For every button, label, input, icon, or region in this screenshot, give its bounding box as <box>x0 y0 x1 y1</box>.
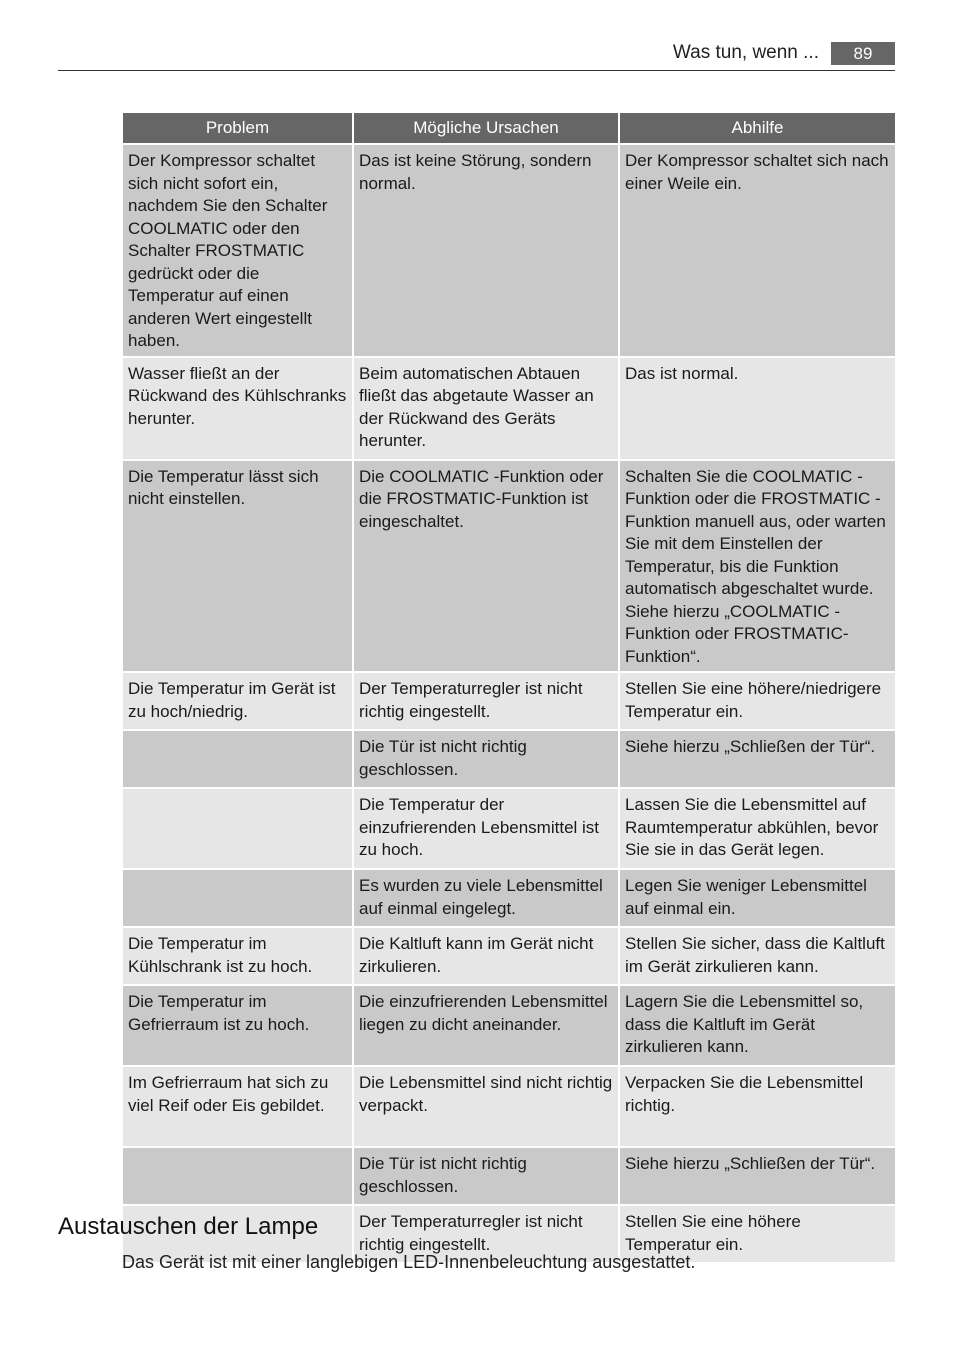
table-row <box>123 731 895 787</box>
cell-remedy: Das ist normal. <box>620 358 895 459</box>
cell-problem <box>123 870 352 926</box>
cell-cause: Die Temperatur der einzufrierenden Lebensmittel ist zu hoch. <box>354 789 618 868</box>
section-title: Austauschen der Lampe <box>58 1213 319 1240</box>
table-row <box>123 1067 895 1146</box>
cell-remedy: Lagern Sie die Lebensmittel so, dass die Kaltluft im Gerät zirkulieren kann. <box>620 986 895 1065</box>
cell-problem: Der Kompressor schaltet sich nicht sofort ein, nachdem Sie den Schalter COOLMATIC oder den Schalter FROSTMATIC gedrückt oder die Temperatur auf einen anderen Wert eingestellt haben. <box>123 145 352 356</box>
cell-problem: Die Temperatur im Gerät ist zu hoch/niedrig. <box>123 673 352 729</box>
table-row <box>123 789 895 868</box>
page-number: 89 <box>831 42 895 65</box>
table-row <box>123 1148 895 1204</box>
cell-problem <box>123 731 352 787</box>
section-text: Das Gerät ist mit einer langlebigen LED-Innenbeleuchtung ausgestattet. <box>122 1252 696 1272</box>
header-title: Was tun, wenn ... <box>672 42 819 63</box>
cell-remedy: Der Kompressor schaltet sich nach einer Weile ein. <box>620 145 895 356</box>
cell-cause: Das ist keine Störung, sondern normal. <box>354 145 618 356</box>
table-row <box>123 461 895 672</box>
cell-problem <box>123 1148 352 1204</box>
cell-cause: Die Kaltluft kann im Gerät nicht zirkulieren. <box>354 928 618 984</box>
cell-problem: Die Temperatur lässt sich nicht einstellen. <box>123 461 352 672</box>
cell-cause: Der Temperaturregler ist nicht richtig eingestellt. <box>354 673 618 729</box>
cell-cause: Die COOLMATIC -Funktion oder die FROSTMATIC-Funktion ist eingeschaltet. <box>354 461 618 672</box>
table-row <box>123 870 895 926</box>
cell-problem: Die Temperatur im Gefrierraum ist zu hoch. <box>123 986 352 1065</box>
cell-remedy: Legen Sie weniger Lebensmittel auf einmal ein. <box>620 870 895 926</box>
cell-remedy: Lassen Sie die Lebensmittel auf Raumtemperatur abkühlen, bevor Sie sie in das Gerät legen. <box>620 789 895 868</box>
cell-cause: Die Tür ist nicht richtig geschlossen. <box>354 1148 618 1204</box>
table-row <box>123 928 895 984</box>
cell-remedy: Stellen Sie eine höhere Temperatur ein. <box>620 1206 895 1262</box>
cell-remedy: Schalten Sie die COOLMATIC -Funktion oder die FROSTMATIC -Funktion manuell aus, oder warten Sie mit dem Einstellen der Temperatur, bis die Funktion automatisch abgeschaltet wurde. Siehe hierzu „COOLMATIC -Funktion oder FROSTMATIC-Funktion“. <box>620 461 895 672</box>
page-header <box>58 40 895 71</box>
cell-remedy: Verpacken Sie die Lebensmittel richtig. <box>620 1067 895 1146</box>
cell-cause: Es wurden zu viele Lebensmittel auf einmal eingelegt. <box>354 870 618 926</box>
table-row <box>123 358 895 459</box>
cell-remedy: Siehe hierzu „Schließen der Tür“. <box>620 1148 895 1204</box>
cell-remedy: Stellen Sie eine höhere/niedrigere Temperatur ein. <box>620 673 895 729</box>
cell-problem: Im Gefrierraum hat sich zu viel Reif oder Eis gebildet. <box>123 1067 352 1146</box>
cell-cause: Die Lebensmittel sind nicht richtig verpackt. <box>354 1067 618 1146</box>
table-row <box>123 986 895 1065</box>
cell-problem: Wasser fließt an der Rückwand des Kühlschranks herunter. <box>123 358 352 459</box>
column-header-problem: Problem <box>123 113 352 143</box>
cell-problem: Die Temperatur im Kühlschrank ist zu hoch. <box>123 928 352 984</box>
cell-cause: Der Temperaturregler ist nicht richtig eingestellt. <box>354 1206 618 1262</box>
cell-cause: Die Tür ist nicht richtig geschlossen. <box>354 731 618 787</box>
cell-remedy: Stellen Sie sicher, dass die Kaltluft im Gerät zirkulieren kann. <box>620 928 895 984</box>
table-header-row <box>123 113 895 143</box>
cell-remedy: Siehe hierzu „Schließen der Tür“. <box>620 731 895 787</box>
column-header-remedy: Abhilfe <box>620 113 895 143</box>
troubleshooting-table <box>121 111 897 1264</box>
cell-problem <box>123 789 352 868</box>
cell-cause: Beim automatischen Abtauen fließt das abgetaute Wasser an der Rückwand des Geräts herunter. <box>354 358 618 459</box>
table-row <box>123 145 895 356</box>
column-header-causes: Mögliche Ursachen <box>354 113 618 143</box>
cell-cause: Die einzufrierenden Lebensmittel liegen zu dicht aneinander. <box>354 986 618 1065</box>
table-row <box>123 673 895 729</box>
